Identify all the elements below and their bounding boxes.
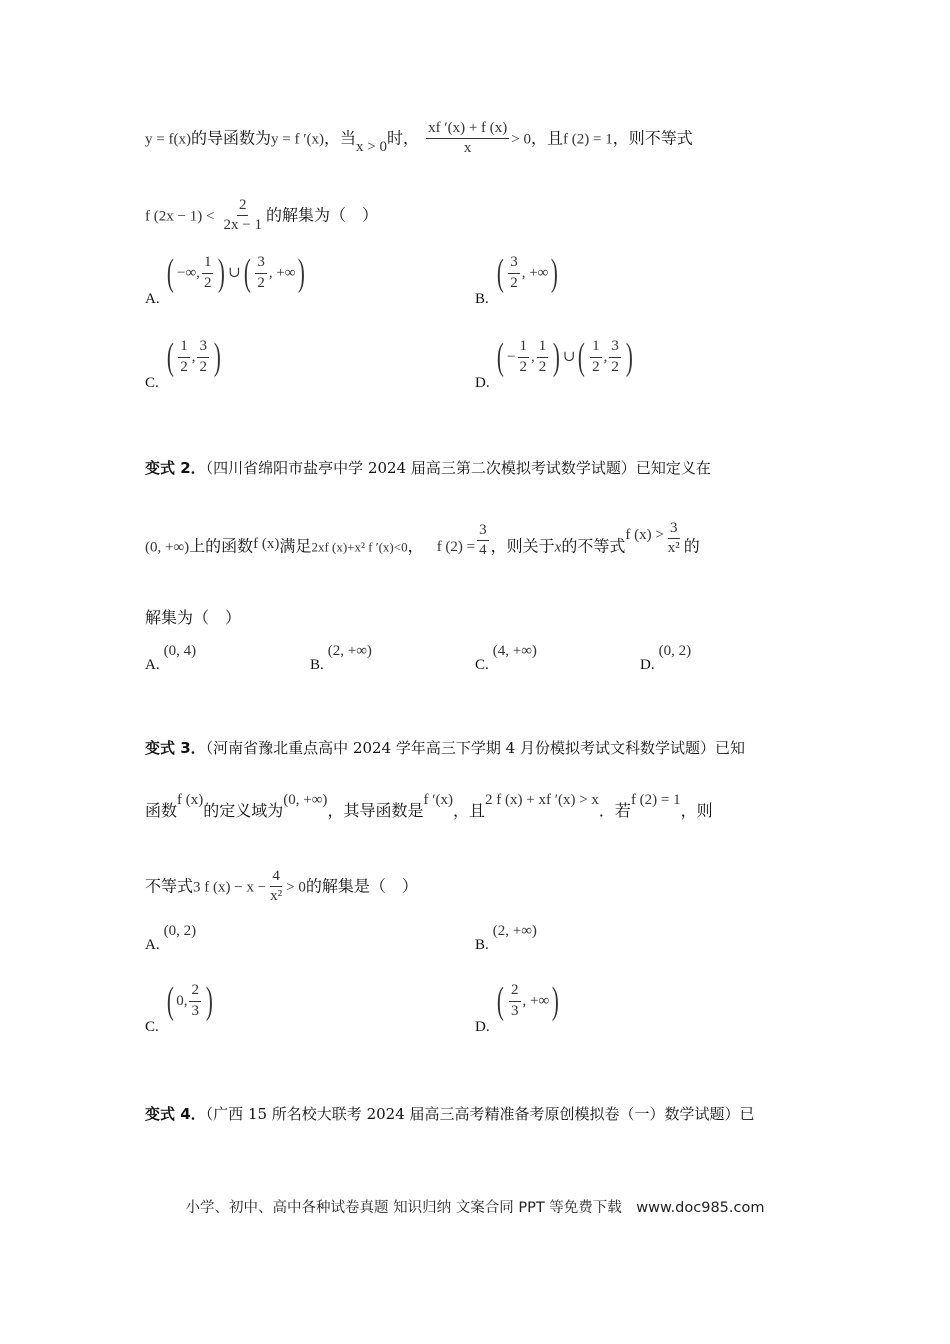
math-union: ∪ [562,349,576,365]
math-ineq-left: f (2x − 1) < [145,208,215,225]
math: , [531,349,535,365]
text: 不等式 [145,876,194,896]
option-label: A. [145,291,160,307]
fraction: $\frac{3}{2}$ [510,254,518,291]
math-condition: x > 0 [355,139,387,156]
q3-option-d[interactable] [475,980,562,1035]
text: 的定义域为 [203,801,284,820]
math-union: ∪ [228,265,241,281]
frac-num: 3 [477,522,489,541]
option-d[interactable] [475,336,636,391]
math: , +∞ [522,993,550,1009]
frac-num: 4 [270,868,282,887]
option-c[interactable] [145,336,224,391]
option-value: (4, +∞) [492,643,537,659]
frac-den: x [463,140,472,157]
fraction: $\frac{1}{2}$ [592,338,600,375]
text: ，则关于 [490,536,555,556]
option-value: (2, +∞) [492,923,537,939]
math-ineq-right: > 0 [286,879,306,896]
fraction: $\frac{1}{2}$ [538,338,547,375]
frac-den: 3 [191,1002,199,1019]
option-value: (0, 2) [163,923,197,939]
fraction: $\frac{1}{2}$ [180,338,188,375]
frac-den: x² [270,888,283,905]
text: ，其导函数是 [327,801,424,820]
text: 函数 [145,801,178,820]
math: , [191,349,196,365]
math: , +∞ [268,265,296,281]
text: ，且 [531,128,564,148]
math-fx: f (x) [253,536,280,553]
fraction [189,982,201,1020]
math: − [507,349,516,365]
option-label: C. [145,375,159,391]
page-footer: 小学、初中、高中各种试卷真题 知识归纳 文案合同 PPT 等免费下载 www.doc985.com [185,1200,765,1216]
frac-num: 2 [509,982,521,1001]
option-label: C. [145,1019,159,1035]
fraction-ineq [666,520,682,558]
option-a[interactable] [145,252,308,307]
variant-source: （广西 15 所名校大联考 2024 届高三高考精准备考原创模拟卷（一）数学试题）已 [205,1105,755,1123]
math-f2: f (2) = 1 [563,131,613,148]
option-b[interactable] [475,252,561,307]
math: , [603,349,608,365]
option-label: D. [640,657,655,673]
option-label: D. [475,1019,490,1035]
frac-den: 3 [511,1002,519,1019]
math-domain: (0, +∞) [145,539,190,556]
text: ，且 [452,801,485,820]
frac-num: 2 [237,197,249,216]
paren-left: ( [497,336,505,378]
variant-title: 变式 2． [145,459,206,477]
text: ，则 [680,801,713,820]
paren-left: ( [167,252,175,294]
text: 的解集为（ ） [265,205,378,225]
frac-den: 2x − 1 [223,217,262,234]
q3-stem-line1 [145,792,713,824]
math: , +∞ [521,265,549,281]
math-condition: 2 f (x) + xf ′(x) > x [485,792,599,808]
text: 上的函数 [189,536,254,556]
frac-num: 3 [668,520,680,539]
q2-option-b[interactable] [310,643,372,674]
math-y-eq-fprime: y = f ′(x) [270,131,324,148]
option-value: (0, 4) [163,643,197,659]
paren-left: ( [166,980,174,1022]
text: ，当 [323,128,356,148]
text: 的不等式 [561,536,626,556]
option-label: B. [310,657,324,673]
fraction: $\frac{1}{2}$ [203,254,212,291]
fraction: $\frac{1}{2}$ [519,338,527,375]
paren-right: ) [213,336,221,378]
q3-header [145,736,745,760]
fraction: $\frac{3}{2}$ [199,338,207,375]
variant-source: （河南省豫北重点高中 2024 学年高三下学期 4 月份模拟考试文科数学试题）已知 [205,739,745,757]
fraction: $\frac{3}{2}$ [257,254,265,291]
paren-right: ) [298,252,306,294]
math-f2: f (2) = [436,539,476,556]
paren-left: ( [243,252,251,294]
q2-stem-line1 [145,520,700,566]
text: 时， [386,128,419,148]
variant-title: 变式 4． [145,1105,206,1123]
option-value: (2, +∞) [327,643,372,659]
fraction-derivative [426,120,509,158]
math-f2: f (2) = 1 [630,792,681,808]
math-x: x [554,539,562,556]
paren-left: ( [578,336,586,378]
math-domain: (0, +∞) [283,792,328,808]
frac-num: 2 [189,982,201,1001]
option-label: A. [145,657,160,673]
paren-right: ) [205,980,213,1022]
option-label: B. [475,291,489,307]
text: ，则不等式 [612,128,693,148]
q3-stem-line2 [145,868,418,906]
option-label: B. [475,937,489,953]
q3-option-a[interactable] [145,923,197,954]
paren-right: ) [552,980,559,1022]
text: 的解集是（ ） [305,876,418,896]
paren-left: ( [166,336,174,378]
math-ineq: f (x) > [625,527,664,544]
math: 0, [176,993,188,1009]
fraction-ineq [268,868,284,906]
q2-option-c[interactable] [475,643,537,674]
paren-left: ( [497,980,505,1022]
option-value: (0, 2) [658,643,692,659]
fraction-ineq [222,197,264,235]
frac-num: xf ′(x) + f (x) [426,120,509,139]
q1-stem-line2 [145,197,378,235]
q1-stem-line1 [145,120,693,158]
text: ．若 [598,801,631,820]
text: 的 [683,536,700,556]
text: 的导函数为 [190,128,271,148]
option-label: C. [475,657,489,673]
q2-option-d[interactable] [640,643,692,674]
math-fprime: f ′(x) [423,792,453,808]
text: ， [407,536,424,556]
math-y-eq-f: y = f(x) [145,131,191,148]
frac-den: x² [667,540,680,557]
math-gt0: > 0 [511,131,531,148]
text: 解集为（ ） [145,608,242,627]
q2-header [145,456,711,480]
fraction: $\frac{3}{2}$ [611,338,619,375]
q4-header [145,1102,755,1126]
math-condition: 2xf (x)+x² f ′(x)<0 [311,539,408,555]
paren-right: ) [218,252,226,294]
variant-source: （四川省绵阳市盐亭中学 2024 届高三第二次模拟考试数学试题）已知定义在 [205,459,711,477]
math: −∞, [177,265,200,281]
paren-right: ) [625,336,633,378]
paren-right: ) [553,336,561,378]
variant-title: 变式 3． [145,739,206,757]
math-fx: f (x) [177,792,204,808]
q3-option-b[interactable] [475,923,537,954]
text: 满足 [279,536,312,556]
q2-option-a[interactable] [145,643,197,674]
option-label: D. [475,375,490,391]
frac-den: 4 [479,542,487,559]
q3-option-c[interactable] [145,980,216,1035]
option-label: A. [145,937,160,953]
fraction-f2 [477,522,489,560]
paren-right: ) [551,252,559,294]
paren-left: ( [496,252,504,294]
q2-stem-line2 [145,606,241,630]
fraction [509,982,521,1020]
math-ineq-left: 3 f (x) − x − [193,879,267,896]
